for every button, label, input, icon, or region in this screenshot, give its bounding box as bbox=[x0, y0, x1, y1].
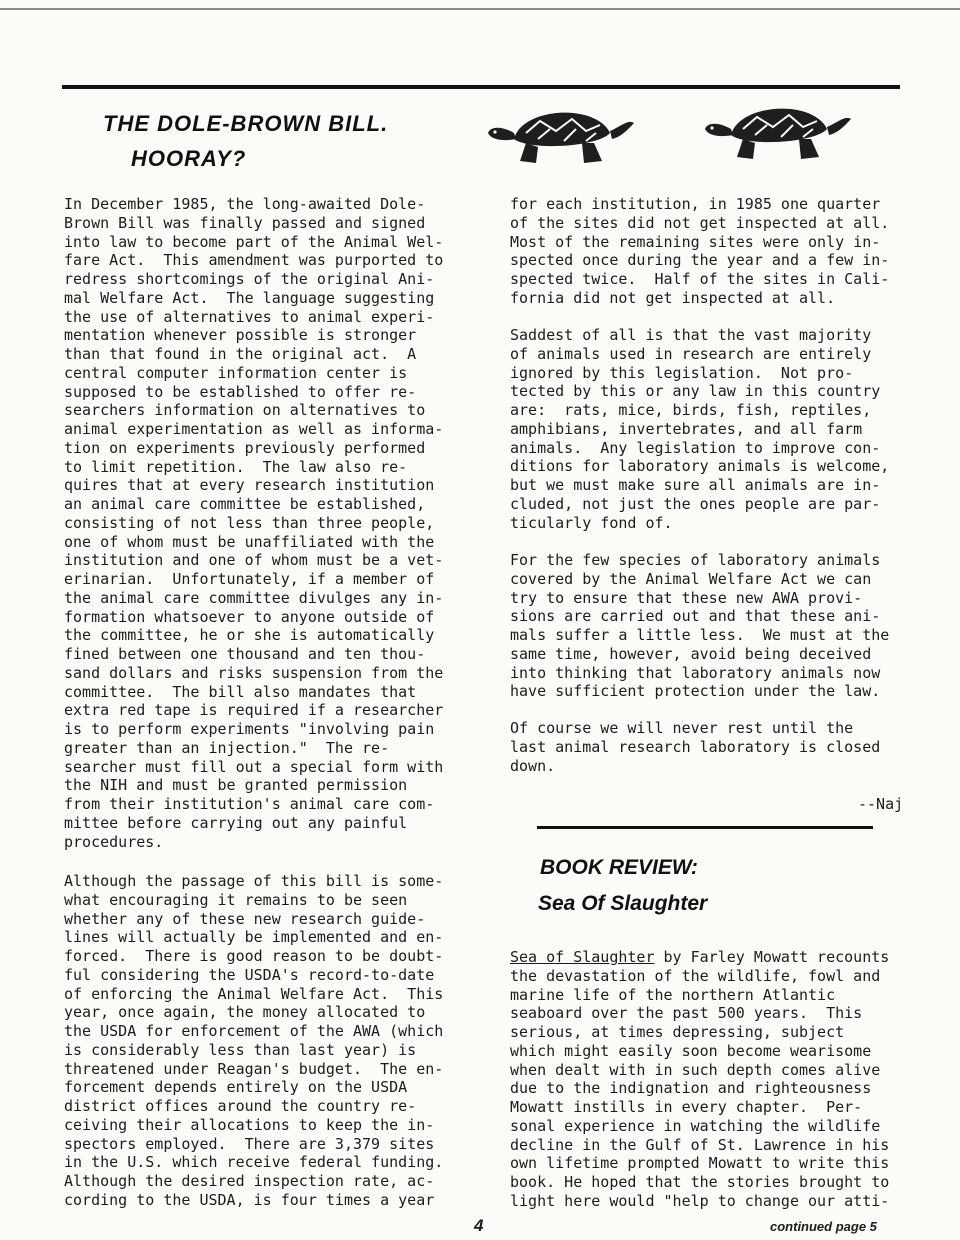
article-title-line2: HOORAY? bbox=[131, 146, 247, 171]
page-top-edge-line bbox=[0, 8, 960, 10]
article-title-line1: THE DOLE-BROWN BILL. bbox=[103, 111, 389, 136]
article-body-col1-para1: In December 1985, the long-awaited Dole- Brown Bill was finally passed and signed into law to become part of the Animal Wel- fare Act. This amendment was purported to redress shortcomings of the original Ani- mal Welfare Act. The language suggesting the use of alternatives to animal experi- mentation whenever possible is stronger than that found in the original act. A central computer information center is supposed to be established to offer re- searchers information on alternatives to animal experimentation as well as informa- tion on experiments previously performed to limit repetition. The law also re- quires that at every research institution an animal care committee be established, consisting of not less than three people, one of whom must be unaffiliated with the institution and one of whom must be a vet- erinarian. Unfortunately, if a member of the animal care committee divulges any in- formation whatsoever to anyone outside of the committee, he or she is automatically fined between one thousand and ten thou- sand dollars and risks suspension from the committee. The bill also mandates that extra red tape is required if a researcher is to perform experiments "involving pain greater than an injection." The re- searcher must fill out a special form with the NIH and must be granted permission from their institution's animal care com- mittee before carrying out any painful procedures. bbox=[64, 195, 444, 851]
article-body-col2-para1: for each institution, in 1985 one quarter of the sites did not get inspected at all. Most of the remaining sites were only in- spected once during the year and a few in- spected twice. Half of the sites in Cali- fornia did not get inspected at all. bbox=[510, 195, 890, 307]
article-body-col2-para2: Saddest of all is that the vast majority of animals used in research are entirely ignored by this legislation. Not pro- tected by this or any law in this country are: rats, mice, birds, fish, reptiles, amphibians, invertebrates, and all farm animals. Any legislation to improve con- ditions for laboratory animals is welcome, but we must make sure all animals are in- cluded, not just the ones people are par- ticularly fond of. bbox=[510, 326, 890, 532]
review-body bbox=[510, 948, 889, 1211]
author-signature: --Naj bbox=[858, 795, 904, 813]
turtle-illustration-left bbox=[486, 97, 638, 169]
review-title-line1: BOOK REVIEW: bbox=[540, 856, 698, 879]
article-body-col1-para2: Although the passage of this bill is some- what encouraging it remains to be seen whether any of these new research guide- lines will actually be implemented and en- forced. There is good reason to be doubt- ful considering the USDA's record-to-date of enforcing the Animal Welfare Act. This year, once again, the money allocated to the USDA for enforcement of the AWA (which is considerably less than last year) is threatened under Reagan's budget. The en- forcement depends entirely on the USDA district offices around the country re- ceiving their allocations to keep the in- spectors employed. There are 3,379 sites in the U.S. which receive federal funding. Although the desired inspection rate, ac- cording to the USDA, is four times a year bbox=[64, 872, 444, 1209]
book-title: Sea of Slaughter bbox=[510, 948, 655, 966]
header-rule bbox=[62, 85, 900, 89]
page-number: 4 bbox=[474, 1216, 484, 1235]
section-rule bbox=[537, 826, 873, 829]
continued-note: continued page 5 bbox=[770, 1219, 877, 1234]
turtle-illustration-right bbox=[703, 93, 855, 165]
review-body-text: by Farley Mowatt recounts the devastation of the wildlife, fowl and marine life of the northern Atlantic seaboard over the past 500 years. This serious, at times depressing, subject which might easily soon become wearisome when dealt with in such depth comes alive due to the indignation and righteousness Mowatt instills in every chapter. Per- sonal experience in watching the wildlife decline in the Gulf of St. Lawrence in his own lifetime prompted Mowatt to write this book. He hoped that the stories brought to light here would "help to change our atti- bbox=[510, 948, 890, 1210]
article-body-col2-para4: Of course we will never rest until the last animal research laboratory is closed down. bbox=[510, 719, 881, 775]
article-body-col2-para3: For the few species of laboratory animals covered by the Animal Welfare Act we can try to ensure that these new AWA provi- sions are carried out and that these ani- mals suffer a little less. We must at the same time, however, avoid being deceived into thinking that laboratory animals now have sufficient protection under the law. bbox=[510, 551, 890, 701]
review-title-line2: Sea Of Slaughter bbox=[538, 892, 708, 915]
